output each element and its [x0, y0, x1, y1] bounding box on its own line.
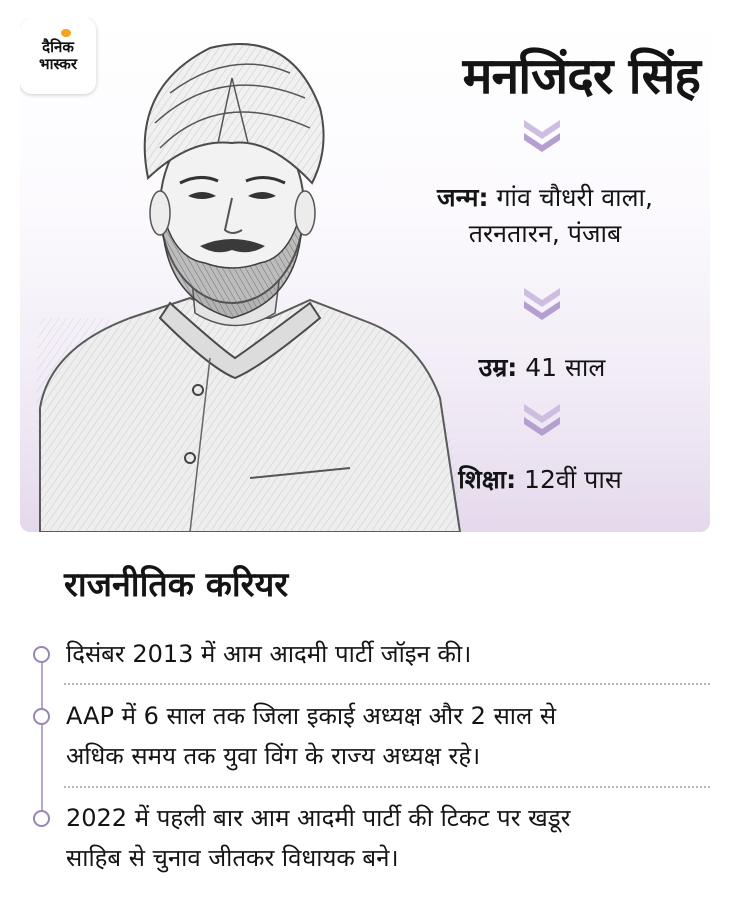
education-fact	[415, 462, 665, 498]
timeline-dot-icon	[33, 708, 50, 725]
chevron-down-icon	[520, 284, 564, 324]
birth-fact	[390, 180, 700, 252]
birth-value-line-2: तरनतारन, पंजाब	[468, 219, 622, 248]
timeline-text-line-1: 2022 में पहली बार आम आदमी पार्टी की टिकट पर खडूर	[66, 804, 571, 832]
hero-panel	[20, 18, 710, 532]
age-value: 41 साल	[525, 353, 606, 382]
age-fact	[420, 350, 664, 386]
timeline-line	[41, 652, 43, 817]
timeline-text-line-2: अधिक समय तक युवा विंग के राज्य अध्यक्ष रहे।	[66, 742, 481, 770]
logo-line-2: भास्कर	[39, 55, 77, 73]
dainik-bhaskar-logo[interactable]	[20, 18, 96, 94]
timeline-text-line-1: दिसंबर 2013 में आम आदमी पार्टी जॉइन की।	[66, 640, 472, 668]
timeline-text-line-1: AAP में 6 साल तक जिला इकाई अध्यक्ष और 2 साल से	[66, 702, 557, 730]
logo-dot-icon	[60, 28, 72, 38]
birth-label: जन्म:	[437, 183, 489, 212]
person-name-title: मनजिंदर सिंह	[462, 47, 700, 105]
education-value: 12वीं पास	[524, 465, 622, 494]
logo-line-1: दैनिक	[42, 38, 74, 56]
political-career-heading: राजनीतिक करियर	[64, 565, 289, 605]
birth-value-line-1: गांव चौधरी वाला,	[496, 183, 653, 212]
timeline-dot-icon	[33, 646, 50, 663]
timeline-text-line-2: साहिब से चुनाव जीतकर विधायक बने।	[66, 844, 399, 872]
age-label: उम्र:	[478, 353, 518, 382]
education-label: शिक्षा:	[458, 465, 517, 494]
chevron-down-icon	[520, 116, 564, 156]
timeline-dot-icon	[33, 810, 50, 827]
timeline-separator	[64, 683, 710, 685]
chevron-down-icon	[520, 400, 564, 440]
timeline-separator	[64, 786, 710, 788]
